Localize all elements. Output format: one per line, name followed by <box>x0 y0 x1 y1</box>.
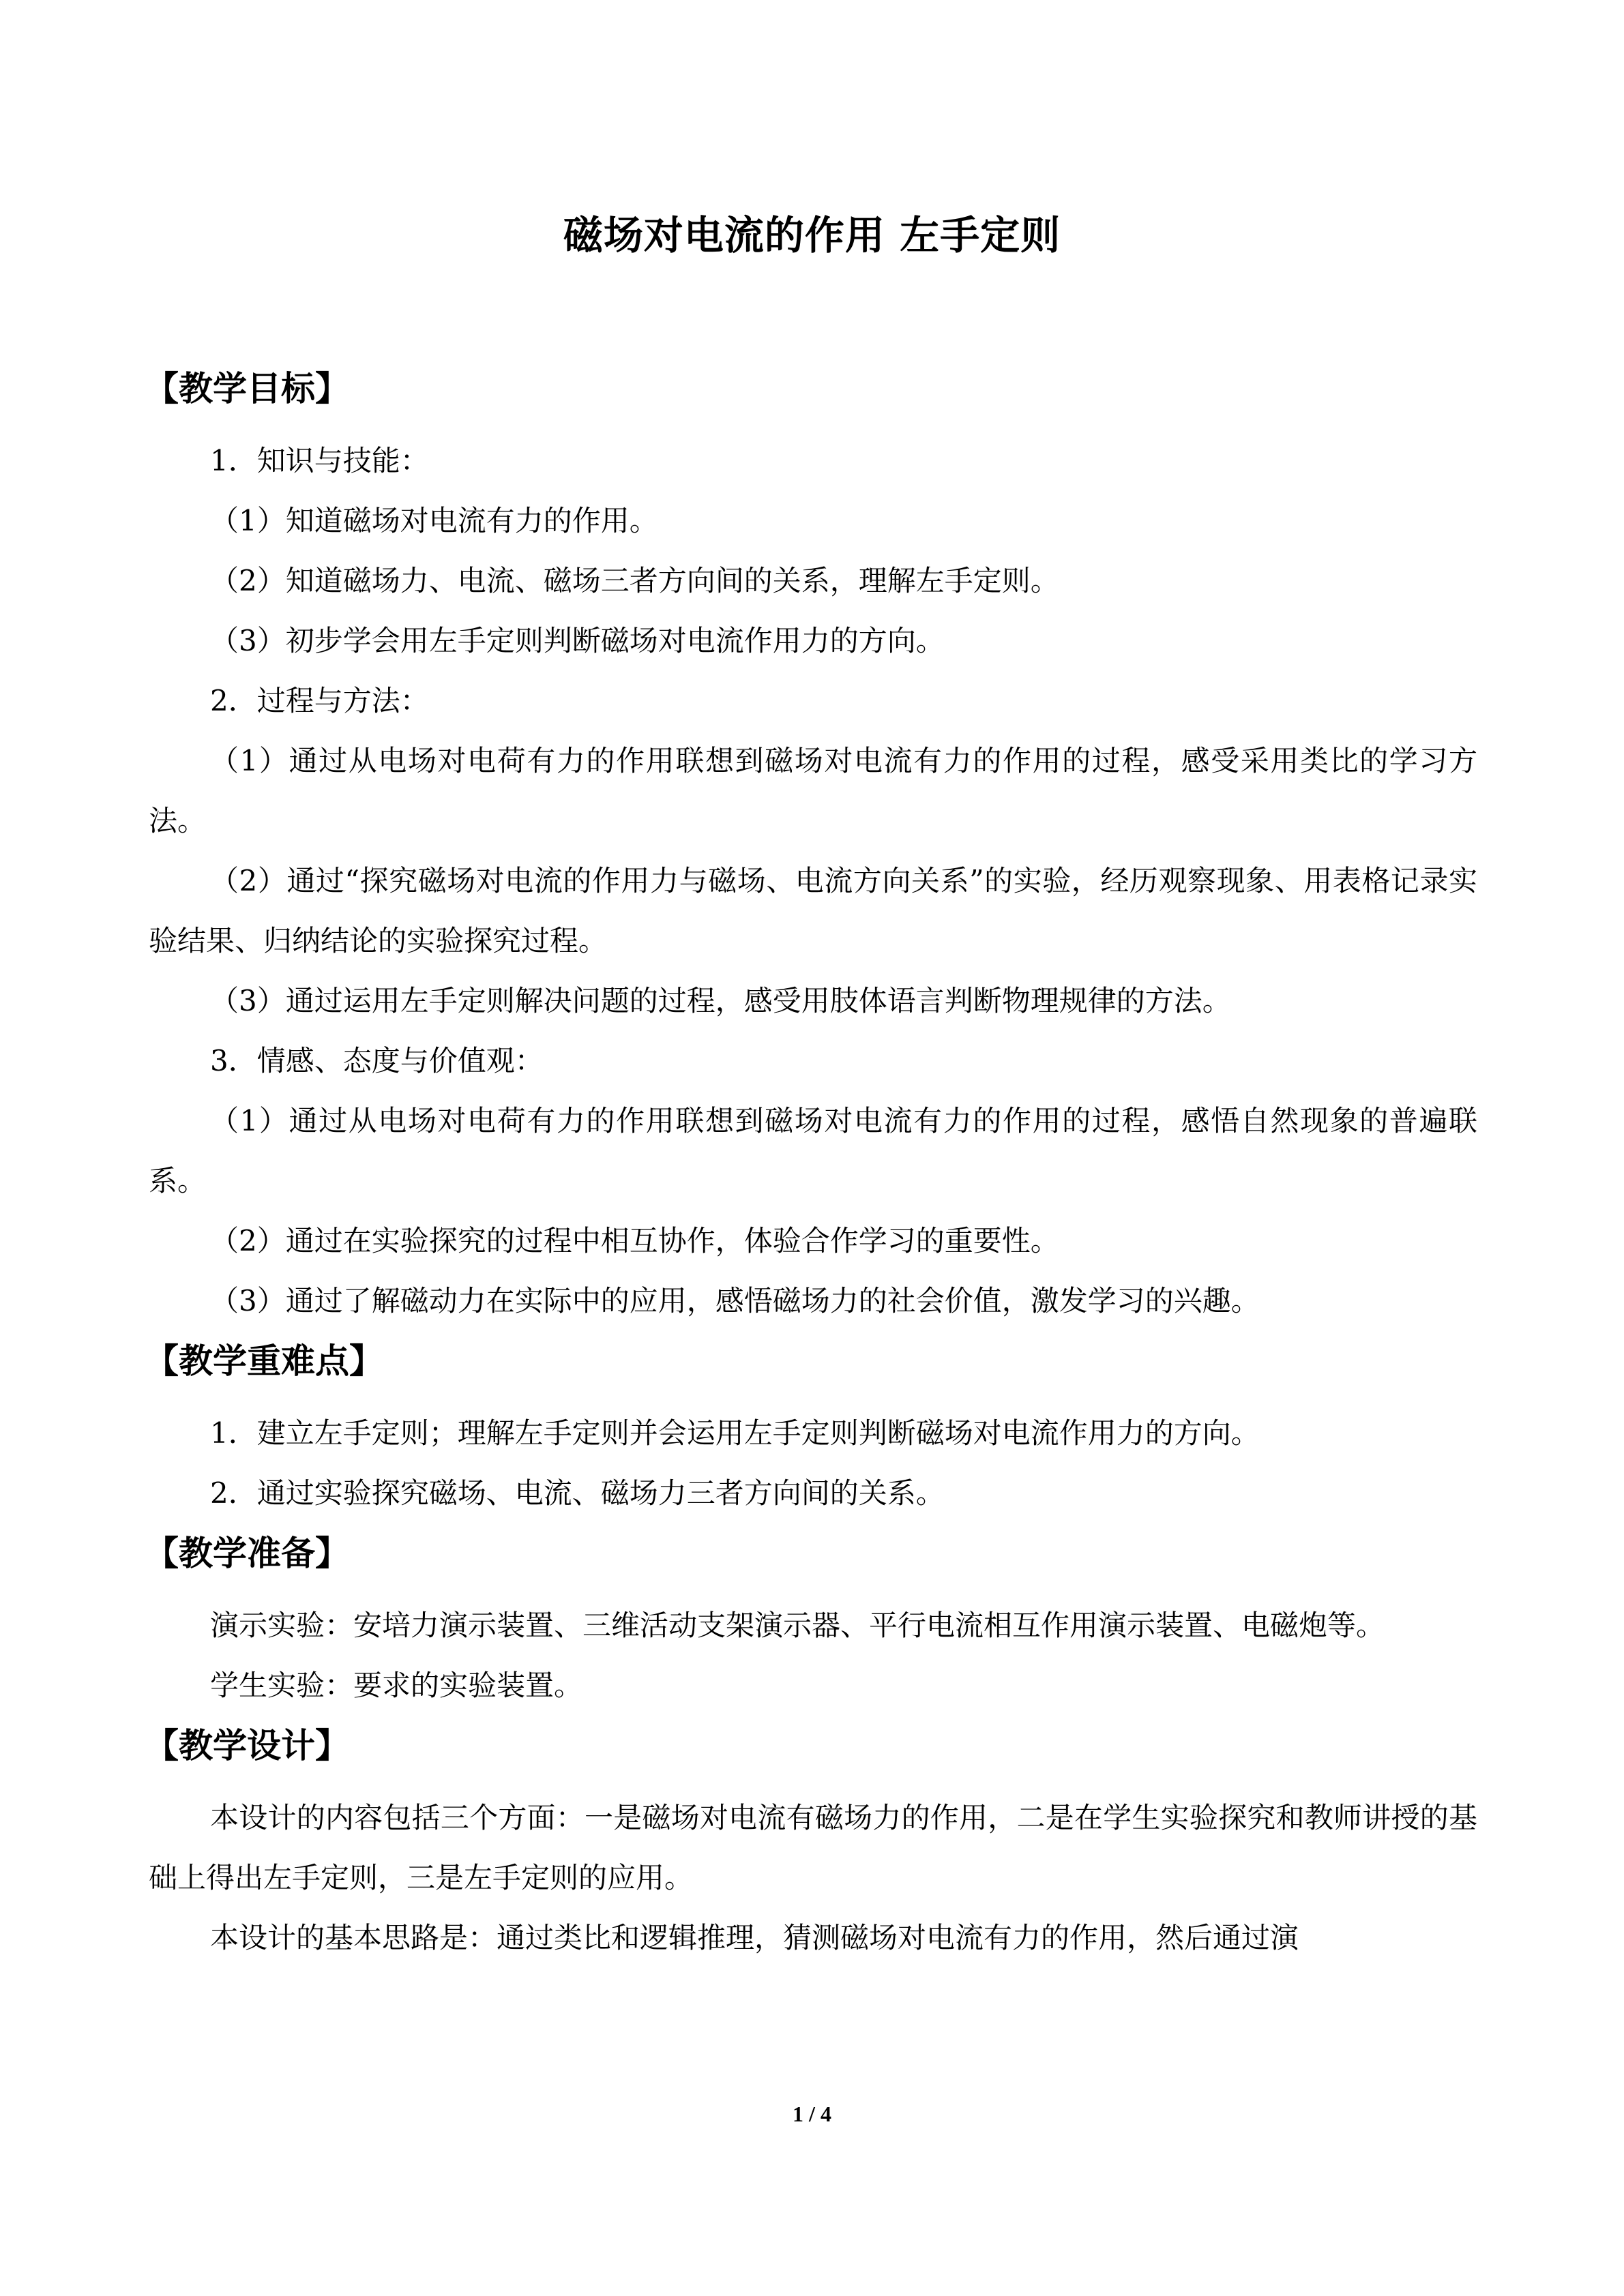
paragraph: （3）初步学会用左手定则判断磁场对电流作用力的方向。 <box>210 624 945 657</box>
document-title: 磁场对电流的作用 左手定则 <box>563 212 1061 258</box>
paragraph: 本设计的内容包括三个方面：一是磁场对电流有磁场力的作用，二是在学生实验探究和教师讲授的基础上得出左手定则，三是左手定则的应用。 <box>149 1801 1477 1894</box>
paragraph: （1）通过从电场对电荷有力的作用联想到磁场对电流有力的作用的过程，感受采用类比的学习方法。 <box>149 744 1477 837</box>
paragraph: 3．情感、态度与价值观： <box>210 1044 544 1077</box>
paragraph: 2．过程与方法： <box>210 684 429 717</box>
paragraph: （2）通过在实验探究的过程中相互协作，体验合作学习的重要性。 <box>210 1224 1059 1257</box>
paragraph: 演示实验：安培力演示装置、三维活动支架演示器、平行电流相互作用演示装置、电磁炮等。 <box>210 1609 1385 1642</box>
document-body <box>145 341 1477 1968</box>
paragraph: （1）知道磁场对电流有力的作用。 <box>210 504 658 537</box>
section-heading-design: 【教学设计】 <box>145 1726 349 1765</box>
paragraph: （3）通过了解磁动力在实际中的应用，感悟磁场力的社会价值，激发学习的兴趣。 <box>210 1284 1260 1317</box>
section-heading-key-points: 【教学重难点】 <box>145 1341 383 1381</box>
paragraph: 2．通过实验探究磁场、电流、磁场力三者方向间的关系。 <box>210 1476 945 1510</box>
page-number: 1 / 4 <box>793 2102 831 2126</box>
paragraph: （2）通过“探究磁场对电流的作用力与磁场、电流方向关系”的实验，经历观察现象、用表格记录实验结果、归纳结论的实验探究过程。 <box>149 864 1477 957</box>
section-heading-preparation: 【教学准备】 <box>145 1534 349 1573</box>
paragraph: 1．建立左手定则；理解左手定则并会运用左手定则判断磁场对电流作用力的方向。 <box>210 1416 1260 1450</box>
paragraph: 本设计的基本思路是：通过类比和逻辑推理，猜测磁场对电流有力的作用，然后通过演 <box>210 1921 1299 1954</box>
paragraph: （2）知道磁场力、电流、磁场三者方向间的关系，理解左手定则。 <box>210 564 1059 597</box>
paragraph: （1）通过从电场对电荷有力的作用联想到磁场对电流有力的作用的过程，感悟自然现象的普遍联系。 <box>149 1104 1477 1197</box>
paragraph: （3）通过运用左手定则解决问题的过程，感受用肢体语言判断物理规律的方法。 <box>210 984 1231 1017</box>
paragraph: 学生实验：要求的实验装置。 <box>210 1669 583 1702</box>
paragraph: 1．知识与技能： <box>210 444 429 477</box>
section-heading-teaching-goals: 【教学目标】 <box>145 369 349 408</box>
